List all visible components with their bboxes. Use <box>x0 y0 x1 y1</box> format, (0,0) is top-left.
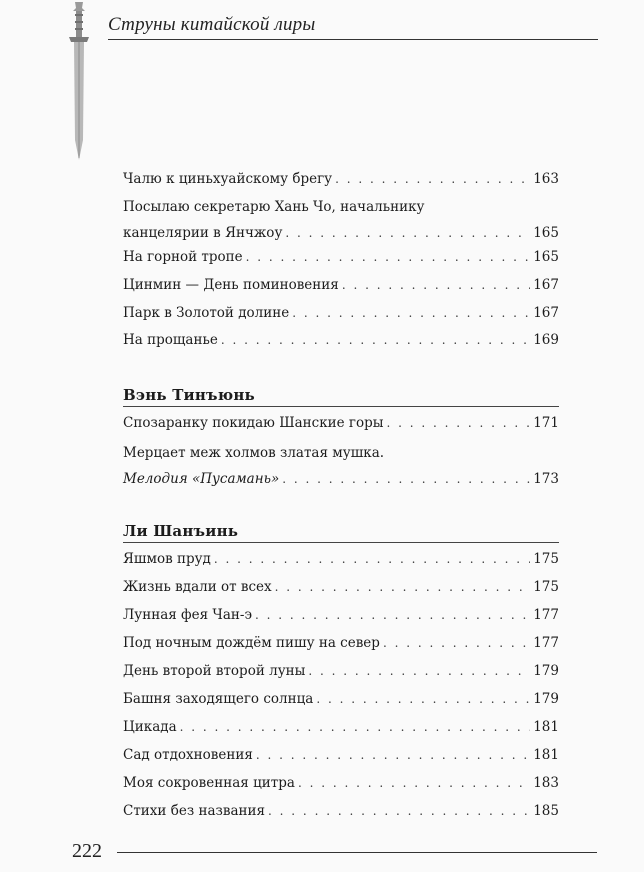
section-rule <box>123 406 559 407</box>
entry-page: 185 <box>533 803 559 819</box>
leader-dots <box>292 300 530 326</box>
entry-title: Спозаранку покидаю Шанские горы <box>123 415 384 431</box>
section-title: Ли Шанъинь <box>123 522 239 540</box>
leader-dots <box>285 220 530 246</box>
entry-title: Цинмин — День поминовения <box>123 277 339 293</box>
leader-dots <box>221 327 530 353</box>
entry-page: 177 <box>533 635 559 651</box>
toc-entry <box>123 546 559 572</box>
toc-entry <box>123 166 559 192</box>
toc-entry <box>123 602 559 628</box>
entry-title: Сад отдохновения <box>123 747 253 763</box>
running-title: Струны китайской лиры <box>108 14 316 35</box>
entry-title: Жизнь вдали от всех <box>123 579 272 595</box>
entry-title: Мелодия «Пусамань» <box>123 471 280 487</box>
entry-title: Лунная фея Чан-э <box>123 607 253 623</box>
toc-entry <box>123 742 559 768</box>
entry-title-line1: Мерцает меж холмов златая мушка. <box>123 445 385 461</box>
entry-title: Чалю к циньхуайскому брегу <box>123 171 333 187</box>
leader-dots <box>268 798 530 824</box>
entry-page: 179 <box>533 691 559 707</box>
entry-page: 179 <box>533 663 559 679</box>
toc-entry <box>123 244 559 270</box>
page-number: 222 <box>72 840 102 862</box>
leader-dots <box>282 466 530 492</box>
toc-entry <box>123 658 559 684</box>
toc-entry <box>123 574 559 600</box>
entry-title: Башня заходящего солнца <box>123 691 314 707</box>
leader-dots <box>383 630 530 656</box>
leader-dots <box>342 272 530 298</box>
leader-dots <box>308 658 530 684</box>
leader-dots <box>387 410 531 436</box>
entry-title: На прощанье <box>123 332 218 348</box>
entry-title: Яшмов пруд <box>123 551 211 567</box>
toc-entry <box>123 798 559 824</box>
toc-entry <box>123 300 559 326</box>
sword-icon <box>64 0 94 165</box>
leader-dots <box>335 166 530 192</box>
entry-page: 167 <box>533 277 559 293</box>
toc-entry <box>123 194 559 246</box>
entry-title: На горной тропе <box>123 249 243 265</box>
leader-dots <box>316 686 530 712</box>
entry-page: 171 <box>533 415 559 431</box>
entry-page: 175 <box>533 579 559 595</box>
entry-page: 165 <box>533 249 559 265</box>
footer-rule <box>117 852 597 853</box>
entry-page: 173 <box>533 471 559 487</box>
entry-page: 163 <box>533 171 559 187</box>
entry-page: 181 <box>533 747 559 763</box>
toc-entry <box>123 630 559 656</box>
toc-entry <box>123 770 559 796</box>
entry-page: 169 <box>533 332 559 348</box>
section-title: Вэнь Тинъюнь <box>123 386 255 404</box>
entry-title: Цикада <box>123 719 177 735</box>
leader-dots <box>180 714 531 740</box>
entry-title: Парк в Золотой долине <box>123 305 290 321</box>
entry-title: Под ночным дождём пишу на север <box>123 635 380 651</box>
leader-dots <box>275 574 531 600</box>
leader-dots <box>256 742 530 768</box>
entry-page: 177 <box>533 607 559 623</box>
entry-title: канцелярии в Янчжоу <box>123 225 283 241</box>
entry-page: 165 <box>533 225 559 241</box>
toc-entry <box>123 272 559 298</box>
header-rule <box>108 39 598 40</box>
toc-entry <box>123 714 559 740</box>
leader-dots <box>255 602 530 628</box>
entry-page: 183 <box>533 775 559 791</box>
entry-page: 175 <box>533 551 559 567</box>
entry-page: 181 <box>533 719 559 735</box>
section-rule <box>123 542 559 543</box>
entry-title-line1: Посылаю секретарю Хань Чо, начальнику <box>123 199 425 215</box>
entry-title: День второй второй луны <box>123 663 306 679</box>
toc-entry <box>123 410 559 436</box>
leader-dots <box>246 244 531 270</box>
toc-entry <box>123 327 559 353</box>
entry-title: Моя сокровенная цитра <box>123 775 295 791</box>
leader-dots <box>298 770 530 796</box>
toc-entry <box>123 686 559 712</box>
leader-dots <box>214 546 530 572</box>
entry-title: Стихи без названия <box>123 803 266 819</box>
entry-page: 167 <box>533 305 559 321</box>
toc-entry <box>123 440 559 492</box>
